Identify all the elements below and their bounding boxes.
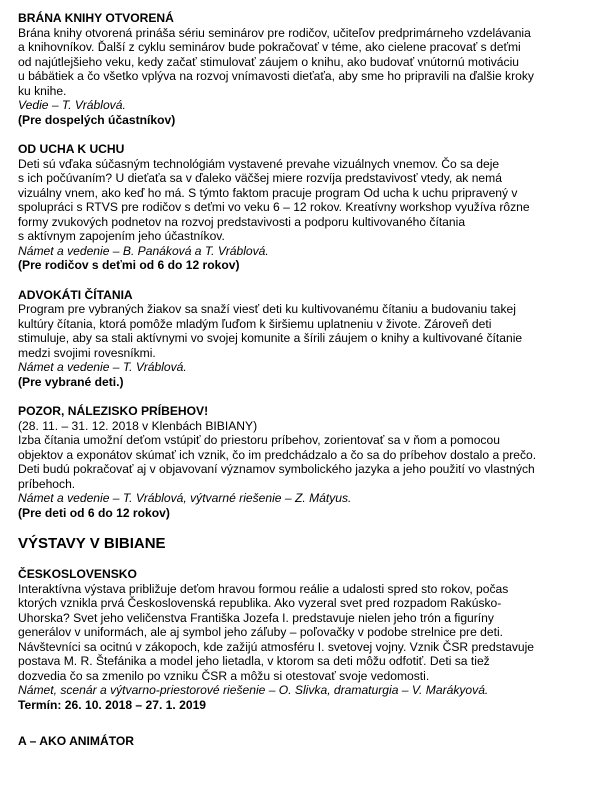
- article-credit: Námet a vedenie – T. Vráblová, výtvarné riešenie – Z. Mátyus.: [18, 491, 352, 505]
- article-line: Deti sú vďaka súčasným technológiám vystavené prevahe vizuálnych vnemov. Čo sa deje: [18, 156, 500, 171]
- article-line: kultúry čítania, ktorá pomôže mladým ľuďom k širšiemu uplatneniu v živote. Zároveň deti: [18, 316, 492, 331]
- article-title: ADVOKÁTI ČÍTANIA: [18, 287, 133, 302]
- article-line: formy zvukových podnetov na rozvoj predstavivosti a podporu kultivovaného čítania: [18, 214, 466, 229]
- article-line: spolupráci s RTVS pre rodičov s deťmi vo veku 6 – 12 rokov. Kreatívny workshop využíva rôzne: [18, 200, 530, 214]
- article-od-ucha-k-uchu: [18, 142, 582, 273]
- article-line: u bábätiek a čo všetko vplýva na rozvoj vnímavosti dieťaťa, aby sme ho pripravili na ďalšie kroky: [18, 69, 534, 83]
- article-credit: Vedie – T. Vráblová.: [18, 98, 126, 112]
- exhibition-line: generálov v uniformách, ale aj symbol jeho záľuby – poľovačky v podobe strelnice pre deti.: [18, 625, 504, 639]
- article-line: príbehoch.: [18, 476, 76, 491]
- next-article-title: A – AKO ANIMÁTOR: [18, 734, 135, 748]
- exhibition-line: postava M. R. Štefánika a model jeho lietadla, v ktorom sa deti môžu odfotiť. Deti sa tiež: [18, 654, 490, 668]
- article-audience: (Pre vybrané deti.): [18, 374, 124, 389]
- article-pozor-nalezisko: [18, 404, 582, 520]
- article-line: Brána knihy otvorená prináša sériu seminárov pre rodičov, učiteľov predprimárneho vzdelávania: [18, 25, 531, 40]
- article-line: stimuluje, aby sa stali aktívnymi vo svojej komunite a šírili záujem o knihy a kultivované čítanie: [18, 331, 523, 345]
- article-line: Program pre vybraných žiakov sa snaží viesť deti ku kultivovanému čítaniu a budovaniu takej: [18, 302, 516, 316]
- article-line: ku knihe.: [18, 83, 67, 98]
- exhibition-line: dozvedia čo sa zmenilo po vzniku ČSR a môžu si otestovať svoje vedomosti.: [18, 668, 430, 683]
- article-advokati-citania: [18, 288, 582, 390]
- article-title: BRÁNA KNIHY OTVORENÁ: [18, 11, 174, 25]
- exhibition-line: Interaktívna výstava približuje deťom hravou formou reálie a udalosti spred sto rokov, počas: [18, 581, 509, 596]
- exhibition-title: ČESKOSLOVENSKO: [18, 567, 137, 581]
- exhibition-credit: Námet, scenár a výtvarno-priestorové riešenie – O. Slivka, dramaturgia – V. Marákyová.: [18, 683, 489, 697]
- article-line: Izba čítania umožní deťom vstúpiť do priestoru príbehov, zorientovať sa v ňom a pomocou: [18, 433, 500, 447]
- article-line: od najútlejšieho veku, kedy začať stimulovať záujem o knihu, ako budovať vnútornú motiváciu: [18, 54, 519, 69]
- article-audience: (Pre deti od 6 do 12 rokov): [18, 505, 170, 520]
- article-title: POZOR, NÁLEZISKO PRÍBEHOV!: [18, 404, 209, 418]
- exhibition-ceskoslovensko: [18, 567, 582, 712]
- article-credit: Námet a vedenie – T. Vráblová.: [18, 360, 187, 374]
- article-line: medzi svojimi rovesníkmi.: [18, 345, 156, 360]
- article-audience: (Pre rodičov s deťmi od 6 do 12 rokov): [18, 258, 240, 272]
- article-line: s aktívnym zapojením jeho účastníkov.: [18, 229, 225, 243]
- article-credit: Námet a vedenie – B. Panáková a T. Vráblová.: [18, 243, 269, 258]
- exhibition-line: ktorých vznikla prvá Československá republika. Ako vyzeral svet pred rozpadom Rakúsko-: [18, 596, 502, 610]
- exhibition-term: Termín: 26. 10. 2018 – 27. 1. 2019: [18, 697, 207, 712]
- article-line: vizuálny vnem, ako keď ho má. S týmto faktom pracuje program Od ucha k uchu pripravený v: [18, 185, 518, 200]
- article-line: s ich počúvaním? U dieťaťa sa v ďaleko väčšej miere rozvíja predstavivosť vtedy, ak nemá: [18, 171, 502, 185]
- section-heading: VÝSTAVY V BIBIANE: [18, 535, 166, 552]
- article-audience: (Pre dospelých účastníkov): [18, 112, 176, 127]
- article-brana-knihy: [18, 11, 582, 127]
- article-line: a knihovníkov. Ďalší z cyklu seminárov bude pokračovať v téme, ako cielene pracovať s deťmi: [18, 40, 521, 54]
- exhibition-line: Návštevníci sa ocitnú v zákopoch, kde zažijú atmosféru I. svetovej vojny. Vznik ČSR predstavuje: [18, 639, 535, 654]
- article-line: objektov a exponátov skúmať ich vznik, čo im predchádzalo a čo sa do príbehov dostalo a prečo.: [18, 447, 537, 462]
- exhibition-line: Uhorska? Svet jeho veličenstva Františka Jozefa I. predstavuje nielen jeho trón a figuríny: [18, 610, 494, 625]
- article-dates: (28. 11. – 31. 12. 2018 v Klenbách BIBIANY): [18, 418, 258, 433]
- article-title: OD UCHA K UCHU: [18, 142, 125, 156]
- article-line: Deti budú pokračovať aj v objavovaní významov symbolického jazyka a jeho použití vo vlastných: [18, 462, 535, 476]
